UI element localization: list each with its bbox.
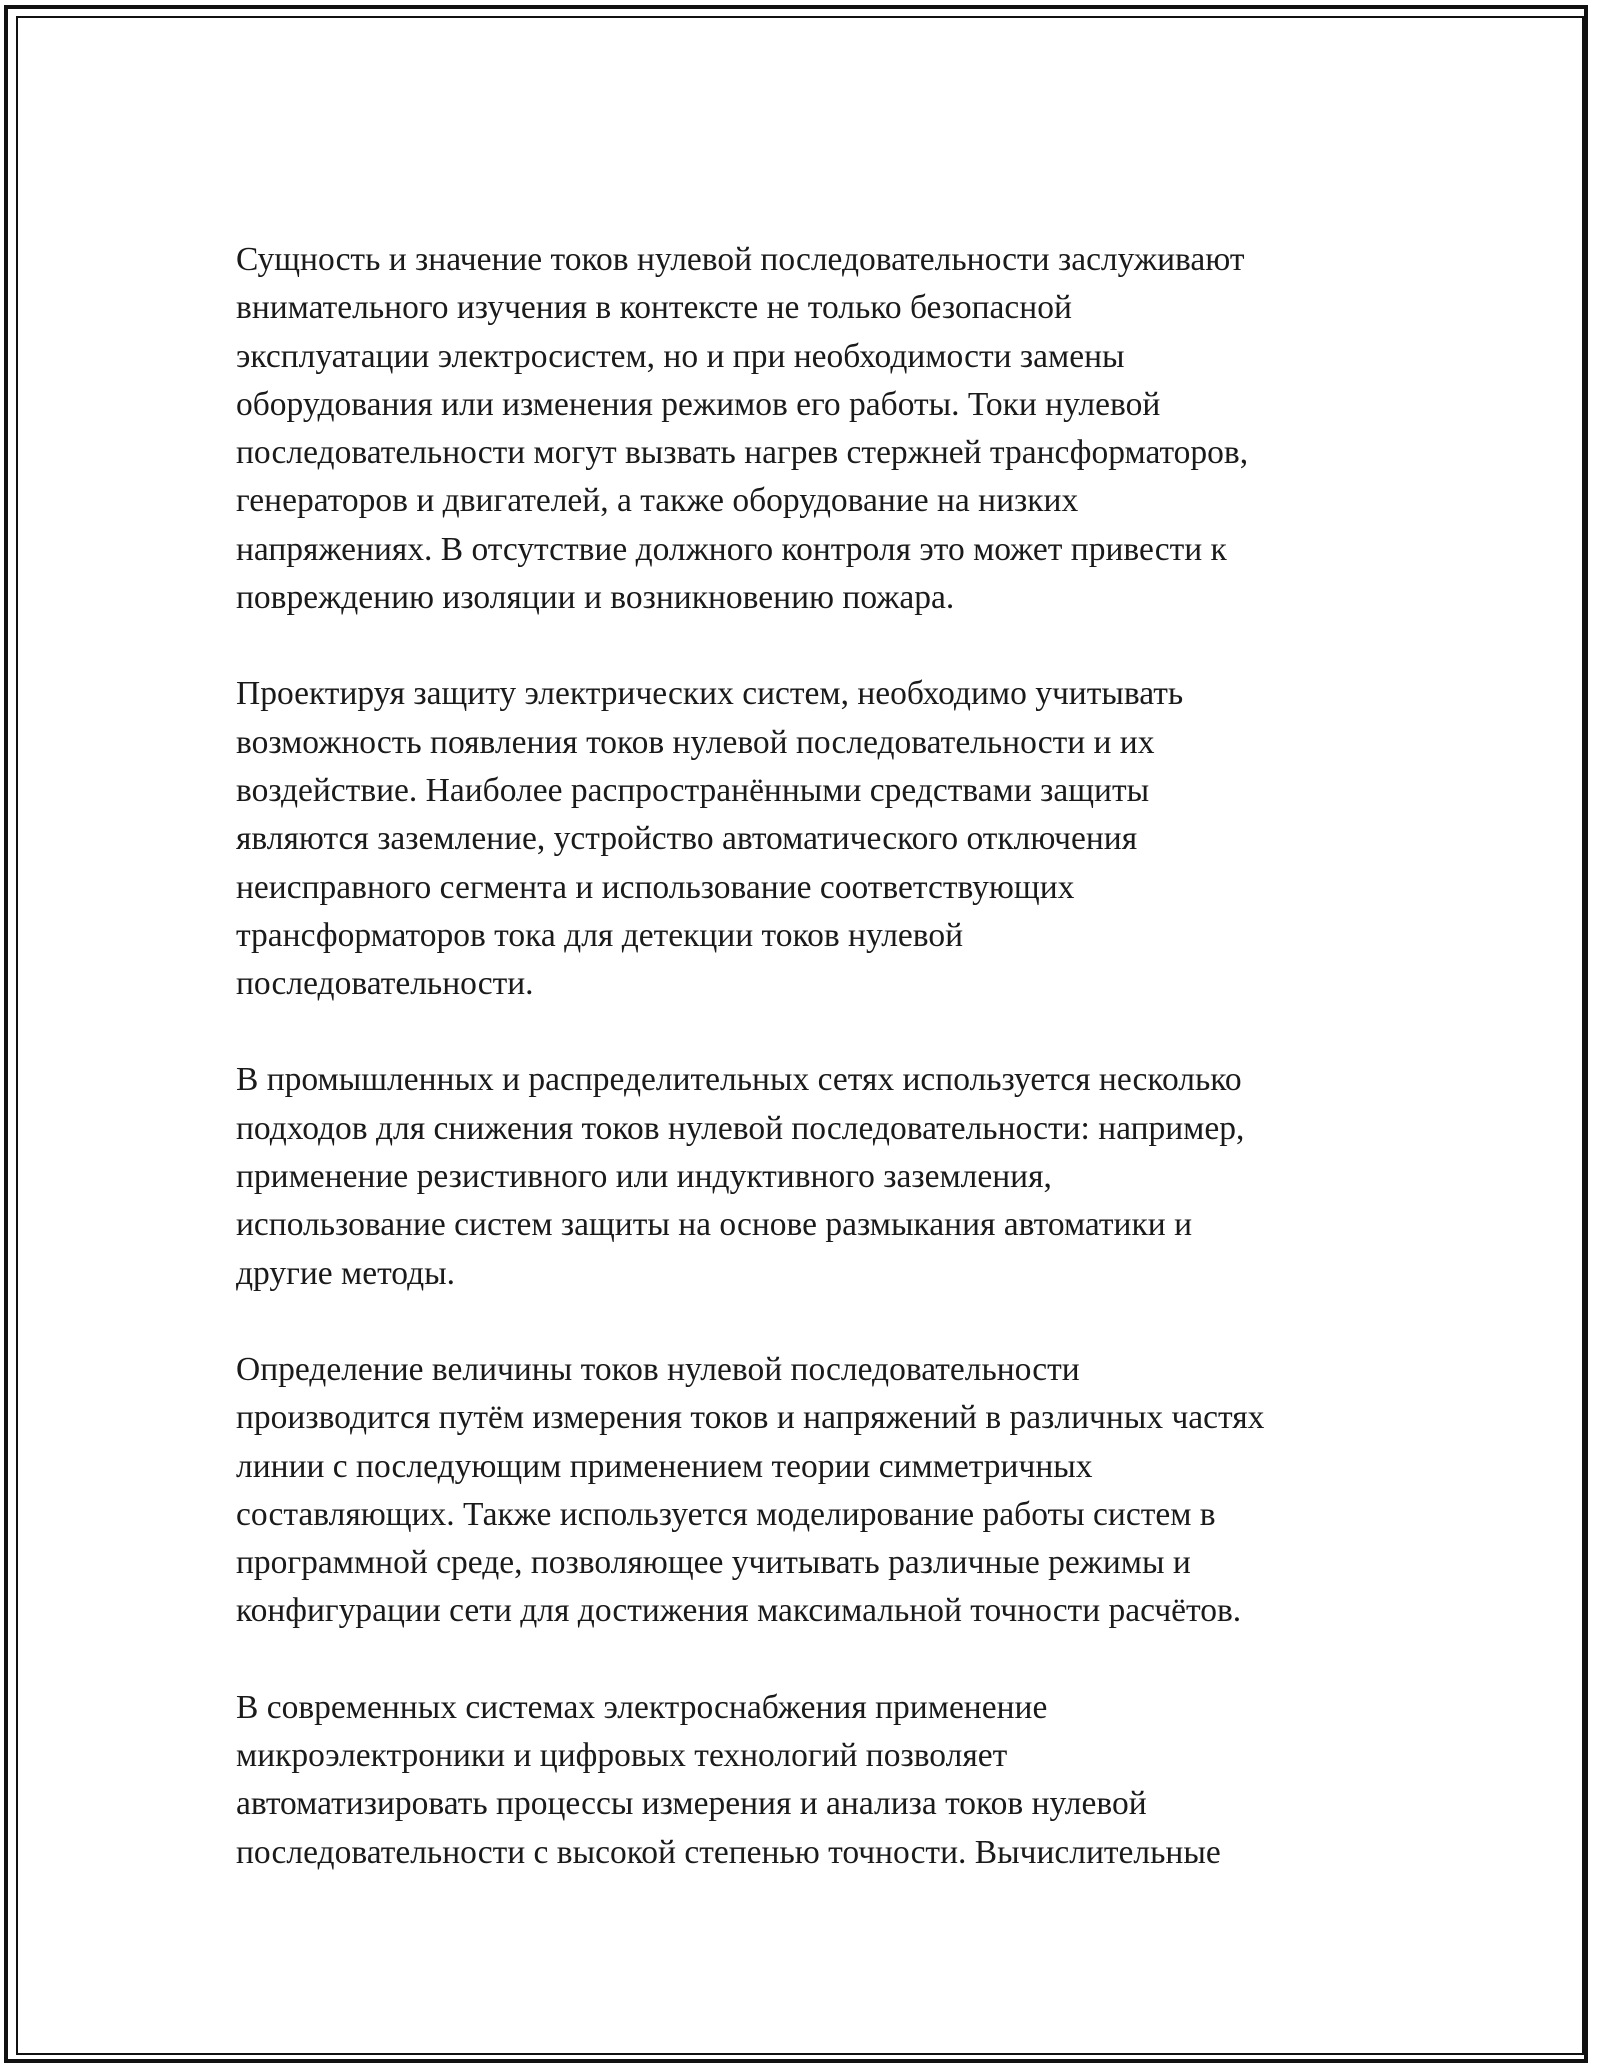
paragraph-zero-sequence-essence: Сущность и значение токов нулевой последовательности заслуживают внимательного изучения в контексте не только безопасной эксплуатации электросистем, но и при необходимости замены оборудования или изменения режимов его работы. Токи нулевой последовательности могут вызвать нагрев стержней трансформаторов, генераторов и двигателей, а также оборудование на низких напряжениях. В отсутствие должного контроля это может привести к повреждению изоляции и возникновению пожара. — [236, 241, 1249, 617]
paragraph-reduction-methods: В промышленных и распределительных сетях используется несколько подходов для снижения токов нулевой последовательности: например, применение резистивного или индуктивного заземления, использование систем защиты на основе размыкания автоматики и другие методы. — [236, 1061, 1245, 1292]
paragraph-measurement: Определение величины токов нулевой последовательности производится путём измерения токов и напряжений в различных частях линии с последующим применением теории симметричных составляющих. Также используется моделирование работы систем в программной среде, позволяющее учитывать различные режимы и конфигурации сети для достижения максимальной точности расчётов. — [236, 1350, 1265, 1630]
paragraph-digital-technologies: В современных системах электроснабжения применение микроэлектроники и цифровых технологий позволяет автоматизировать процессы измерения и анализа токов нулевой последовательности с высокой степенью точности. Вычислительные — [236, 1688, 1221, 1871]
paragraph-protection-design: Проектируя защиту электрических систем, необходимо учитывать возможность появления токов нулевой последовательности и их воздействие. Наиболее распространёнными средствами защиты являются заземление, устройство автоматического отключения неисправного сегмента и использование соответствующих трансформаторов тока для детекции токов нулевой последовательности. — [236, 675, 1184, 1003]
document-body — [236, 236, 1376, 1925]
